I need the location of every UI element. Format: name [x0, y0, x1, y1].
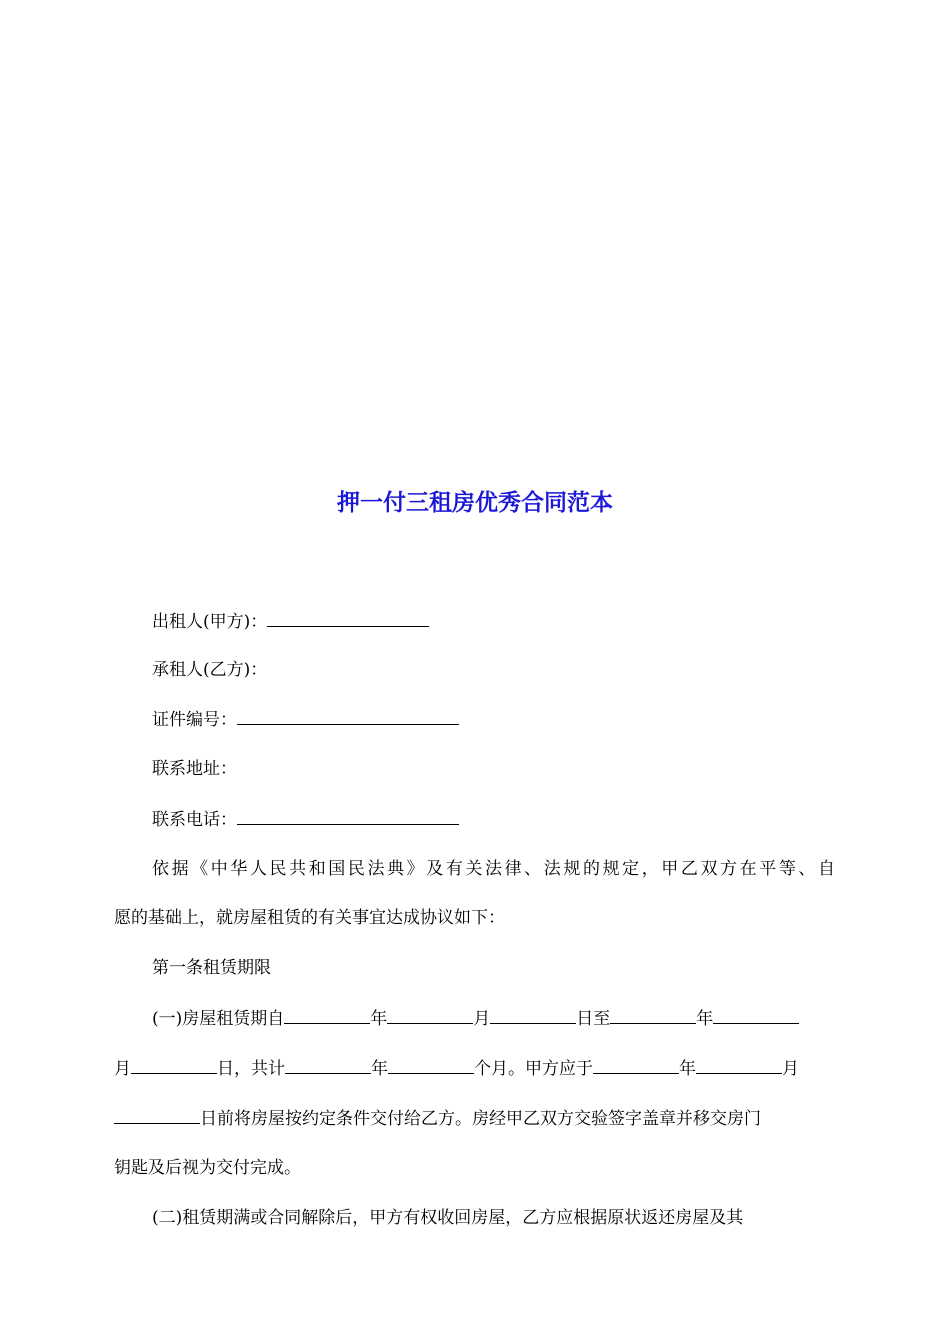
- delivery-terms-text: 日前将房屋按约定条件交付给乙方。房经甲乙双方交验签字盖章并移交房门: [200, 1109, 761, 1129]
- id-line: [152, 706, 459, 733]
- phone-label: 联系电话：: [152, 810, 237, 830]
- start-month-blank[interactable]: [387, 1005, 473, 1024]
- address-label: 联系地址：: [152, 759, 237, 779]
- lessor-label: 出租人(甲方)：: [152, 612, 268, 632]
- lessee-line: [152, 657, 267, 683]
- article-1-p1-line-4: 钥匙及后视为交付完成。: [114, 1158, 301, 1178]
- month-text: 月: [114, 1059, 131, 1079]
- end-day-blank[interactable]: [131, 1055, 217, 1074]
- id-label: 证件编号：: [152, 710, 237, 730]
- total-months-blank[interactable]: [388, 1055, 474, 1074]
- delivery-month-blank[interactable]: [696, 1055, 782, 1074]
- year-text: 年: [370, 1009, 388, 1029]
- phone-blank[interactable]: [237, 806, 459, 825]
- day-to-text: 日至: [576, 1009, 611, 1029]
- total-years-blank[interactable]: [285, 1055, 371, 1074]
- start-year-blank[interactable]: [284, 1005, 370, 1024]
- delivery-year-blank[interactable]: [593, 1055, 679, 1074]
- delivery-day-blank[interactable]: [114, 1105, 200, 1124]
- id-blank[interactable]: [237, 706, 459, 725]
- end-month-blank[interactable]: [713, 1005, 799, 1024]
- year-text: 年: [371, 1059, 388, 1079]
- article-1-p1-line-2: [114, 1055, 799, 1082]
- start-day-blank[interactable]: [490, 1005, 576, 1024]
- intro-line-1: 依据《中华人民共和国民法典》及有关法律、法规的规定，甲乙双方在平等、自: [152, 859, 835, 879]
- lessor-line: [152, 608, 429, 635]
- article-1-p2: (二)租赁期满或合同解除后，甲方有权收回房屋，乙方应根据原状返还房屋及其: [152, 1208, 744, 1228]
- article-1-heading: 第一条租赁期限: [152, 958, 271, 978]
- address-line: [152, 756, 237, 782]
- intro-line-2: 愿的基础上，就房屋租赁的有关事宜达成协议如下：: [114, 908, 505, 928]
- month-text: 月: [473, 1009, 491, 1029]
- phone-line: [152, 806, 459, 833]
- lessee-label: 承租人(乙方)：: [152, 660, 268, 680]
- total-text: 日，共计: [217, 1059, 285, 1079]
- end-year-blank[interactable]: [610, 1005, 696, 1024]
- document-title: 押一付三租房优秀合同范本: [337, 490, 613, 516]
- article-1-p1-line-1: [152, 1005, 799, 1032]
- year-text: 年: [696, 1009, 714, 1029]
- year-text: 年: [679, 1059, 696, 1079]
- month-text: 月: [782, 1059, 799, 1079]
- article-1-p1-line-3: [114, 1105, 761, 1132]
- lessor-blank[interactable]: [267, 608, 429, 627]
- delivery-text: 个月。甲方应于: [474, 1059, 593, 1079]
- term-start-text: (一)房屋租赁期自: [152, 1009, 285, 1029]
